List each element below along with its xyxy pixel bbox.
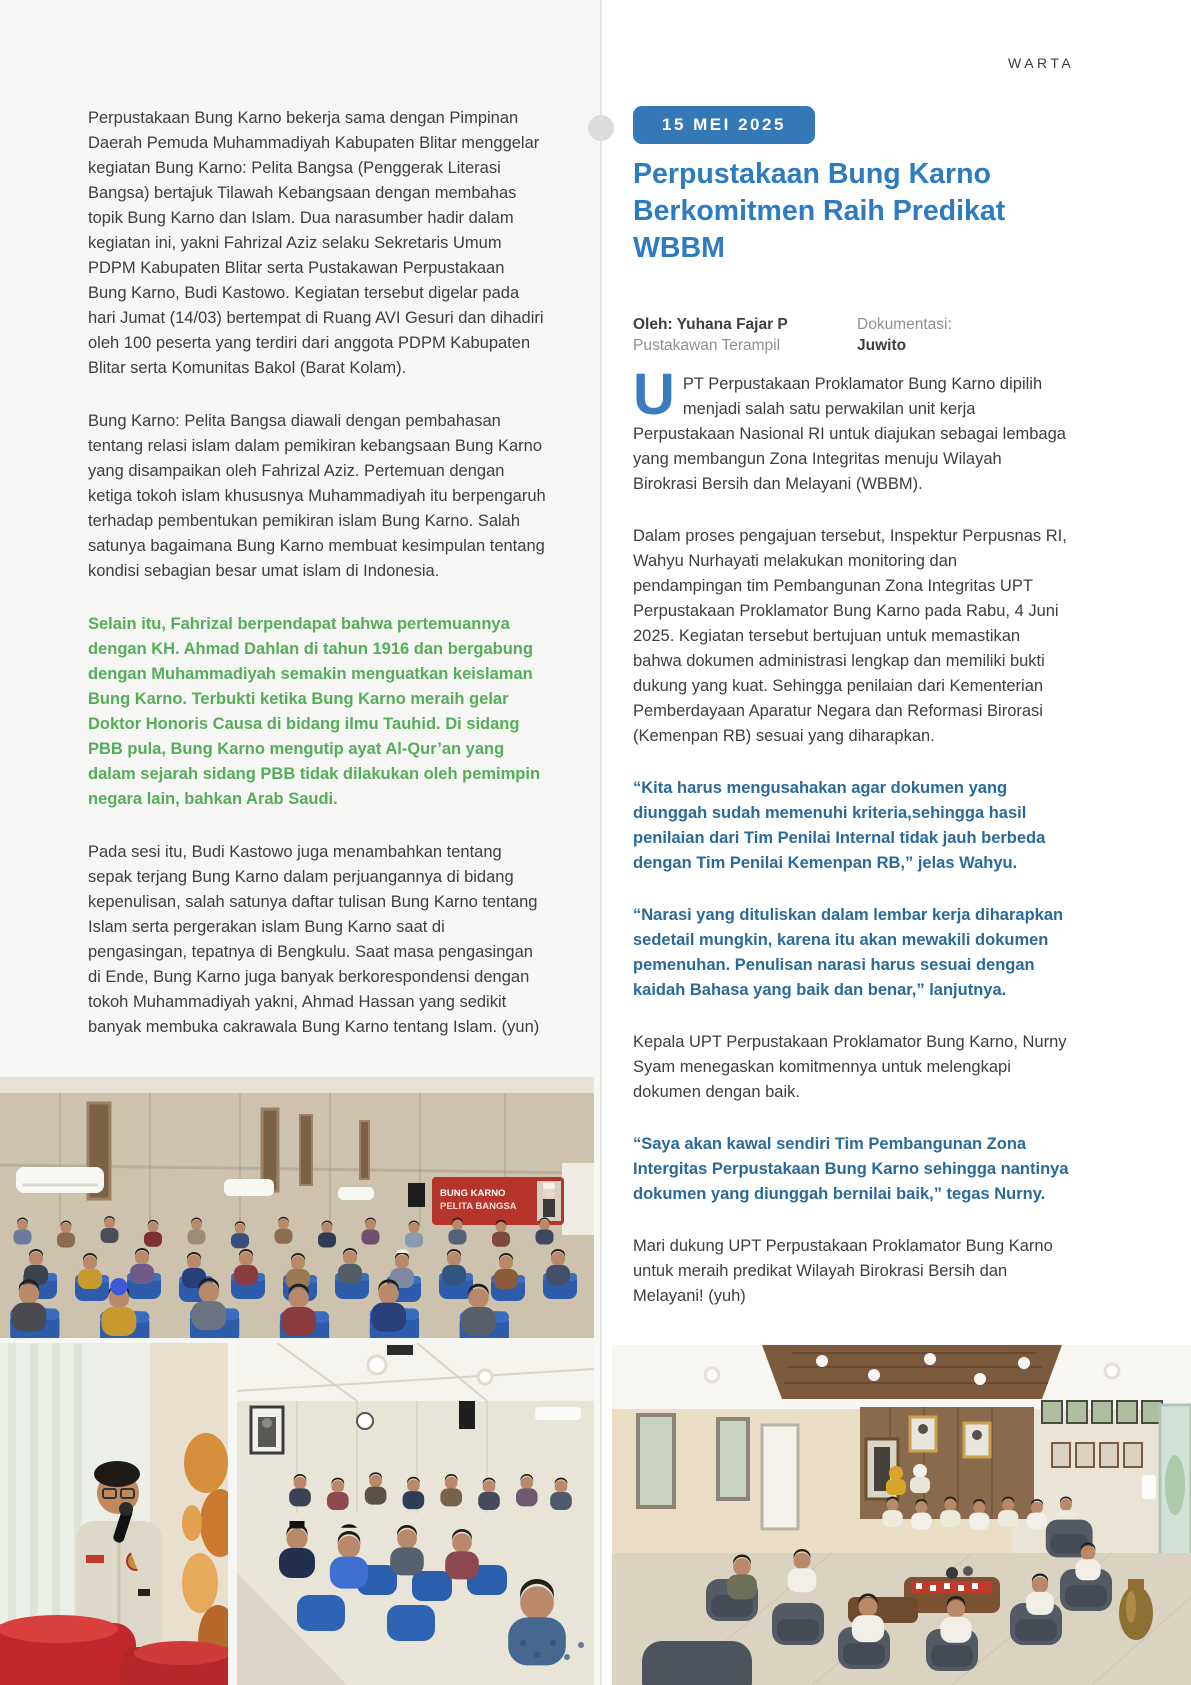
drop-cap: U [633, 362, 675, 427]
article-paragraph: Kepala UPT Perpustakaan Proklamator Bung Karno, Nurny Syam menegaskan komitmennya untuk melengkapi dokumen dengan baik. [633, 1033, 1067, 1101]
article-paragraph: Mari dukung UPT Perpustakaan Proklamator Bung Karno untuk meraih predikat Wilayah Birokrasi Bersih dan Melayani! (yuh) [633, 1237, 1053, 1305]
byline-author [633, 314, 857, 356]
left-article-body [88, 106, 546, 1068]
byline-author-role: Pustakawan Terampil [633, 337, 781, 354]
byline-author-name: Oleh: Yuhana Fajar P [633, 316, 788, 333]
ac-unit [535, 1407, 581, 1420]
right-paragraphs [633, 524, 1069, 1309]
wall-dispenser [1142, 1475, 1156, 1499]
date-badge: 15 MEI 2025 [633, 106, 815, 144]
article-title: Perpustakaan Bung Karno Berkomitmen Raih Predikat WBBM [633, 158, 1006, 264]
lead-paragraph-text: PT Perpustakaan Proklamator Bung Karno dipilih menjadi salah satu perwakilan unit kerja Perpustakaan Nasional RI untuk diajukan sebagai lembaga yang membangun Zona Integritas menuju Wilayah Birokrasi Bersih dan Melayani (WBBM). [633, 375, 1066, 493]
section-label-warta: WARTA [1008, 55, 1075, 71]
byline [633, 314, 1073, 356]
byline-doc-name: Juwito [857, 337, 907, 354]
photo-speaker-art [0, 1343, 228, 1685]
photo-audience-art [237, 1343, 594, 1685]
photo-seminar-audience-art [0, 1077, 594, 1338]
projector [387, 1345, 413, 1355]
photo-monitoring-meeting [612, 1345, 1191, 1685]
divider-dot [588, 115, 614, 141]
column-divider [600, 0, 602, 1685]
byline-doc-label: Dokumentasi: [857, 316, 952, 333]
article-paragraph: “Narasi yang dituliskan dalam lembar kerja diharapkan sedetail mungkin, karena itu akan mewakili dokumen pemenuhan. Penulisan narasi harus sesuai dengan kaidah Bahasa yang baik dan benar,” lanjutnya. [633, 906, 1064, 999]
photo-speaker-with-microphone [0, 1343, 228, 1685]
photo-audience-side-view [237, 1343, 594, 1685]
photo-seminar-audience [0, 1077, 594, 1338]
framed-portrait [251, 1407, 283, 1453]
clerestory-windows [1042, 1401, 1162, 1423]
article-paragraph: Bung Karno: Pelita Bangsa diawali dengan pembahasan tentang relasi islam dalam pemikiran kebangsaan Bung Karno yang disampaikan oleh Fahrizal Aziz. Pertemuan dengan ketiga tokoh islam khususnya Muhammadiyah itu berpengaruh terhadap pembentukan pemikiran islam Bung Karno. Salah satunya bagaimana Bung Karno membuat kesimpulan tentang kondisi sebagian besar umat islam di Indonesia. [88, 412, 546, 580]
article-paragraph: “Kita harus mengusahakan agar dokumen yang diunggah sudah memenuhi kriteria,sehingga hasil penilaian dari Tim Penilai Internal tidak jauh berbeda dengan Tim Penilai Kemenpan RB,” jelas Wahyu. [633, 779, 1046, 872]
speaker-box [408, 1183, 425, 1207]
article-paragraph: Perpustakaan Bung Karno bekerja sama dengan Pimpinan Daerah Pemuda Muhammadiyah Kabupaten Blitar menggelar kegiatan Bung Karno: Pelita Bangsa (Penggerak Literasi Bangsa) bertajuk Tilawah Kebangsaan dengan membahas topik Bung Karno dan Islam. Dua narasumber hadir dalam kegiatan ini, yakni Fahrizal Aziz selaku Sekretaris Umum PDPM Kabupaten Blitar serta Pustakawan Perpustakaan Bung Karno, Budi Kastowo. Kegiatan tersebut digelar pada hari Jumat (14/03) bertempat di Ruang AVI Gesuri dan dihadiri oleh 100 peserta yang terdiri dari anggota PDPM Kabupaten Blitar serta Komunitas Bakol (Barat Kolam). [88, 109, 544, 377]
photo-meeting-art [612, 1345, 1191, 1685]
speaker-box [459, 1401, 475, 1429]
article-paragraph: “Saya akan kawal sendiri Tim Pembangunan Zona Intergitas Perpustakaan Bung Karno sehingga nantinya dokumen yang diunggah bernilai baik,” tegas Nurny. [633, 1135, 1069, 1203]
article-paragraph: Selain itu, Fahrizal berpendapat bahwa pertemuannya dengan KH. Ahmad Dahlan di tahun 1916 dan bergabung dengan Muhammadiyah semakin menguatkan keislaman Bung Karno. Terbukti ketika Bung Karno meraih gelar Doktor Honoris Causa di bidang ilmu Tauhid. Di sidang PBB pula, Bung Karno mengutip ayat Al-Qur’an yang dalam sejarah sidang PBB tidak dilakukan oleh pemimpin negara lain, bahkan Arab Saudi. [88, 615, 541, 808]
lead-paragraph [633, 362, 1069, 497]
byline-documentation [857, 314, 952, 356]
banner-title-line2: PELITA BANGSA [440, 1201, 517, 1212]
wall-clock [357, 1413, 373, 1429]
right-article-body [633, 362, 1069, 1336]
article-paragraph: Dalam proses pengajuan tersebut, Inspektur Perpusnas RI, Wahyu Nurhayati melakukan monitoring dan pendampingan tim Pembangunan Zona Integritas UPT Perpustakaan Proklamator Bung Karno pada Rabu, 4 Juni 2025. Kegiatan tersebut bertujuan untuk memastikan bahwa dokumen administrasi lengkap dan memiliki bukti dukung yang kuat. Sehingga penilaian dari Kementerian Pemberdayaan Aparatur Negara dan Reformasi Birorasi (Kemenpan RB) sesuai yang diharapkan. [633, 527, 1067, 745]
article-paragraph: Pada sesi itu, Budi Kastowo juga menambahkan tentang sepak terjang Bung Karno dalam perjuangannya di bidang kepenulisan, salah satunya daftar tulisan Bung Karno tentang Islam serta pergerakan islam Bung Karno saat di pengasingan, tepatnya di Bengkulu. Saat masa pengasingan di Ende, Bung Karno juga banyak berkorespondensi dengan tokoh Muhammadiyah yakni, Ahmad Hassan yang sedikit banyak membuka cakrawala Bung Karno tentang Islam. (yun) [88, 843, 540, 1036]
banner-title-line1: BUNG KARNO [440, 1188, 506, 1199]
